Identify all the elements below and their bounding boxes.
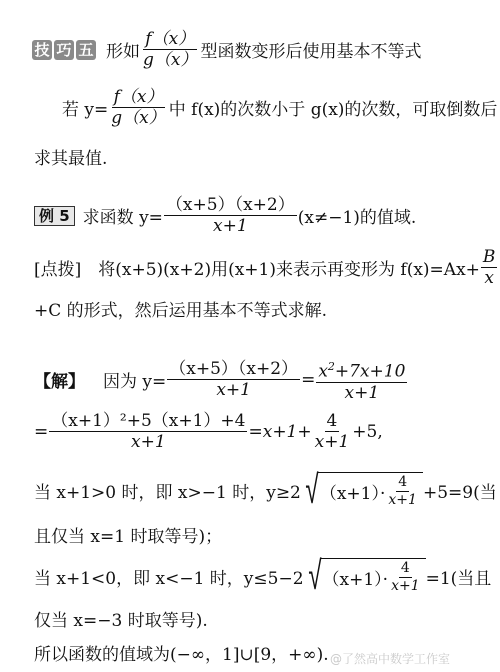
- sqrt-2-text: （x+1）·: [322, 570, 389, 590]
- hint-text-1: [点拨] 将(x+5)(x+2)用(x+1)来表示再变形为 f(x)=Ax+: [34, 260, 480, 280]
- sqrt-expression-1: [301, 467, 423, 513]
- solution-fraction-3: [49, 412, 247, 451]
- badge-char-3: 五: [76, 40, 96, 60]
- sqrt-2-frac-num: 4: [400, 560, 410, 576]
- solution-fraction-2: [316, 358, 407, 402]
- solution-equals-1: =: [301, 369, 316, 390]
- solution-line-6: 仅当 x=−3 时取等号).: [34, 611, 208, 631]
- solution-label: 【解】: [34, 372, 85, 393]
- radical-sign-1: √: [305, 467, 319, 513]
- header-title: [106, 30, 421, 69]
- badge-char-2: 巧: [54, 40, 74, 60]
- sqrt-2-frac-den: x+1: [391, 578, 420, 594]
- solution-fraction-4: [313, 412, 352, 451]
- solution-text-7: =1(当且: [425, 568, 492, 589]
- intro-line-2: 求其最值.: [34, 149, 108, 169]
- solution-text-1: 因为 y=: [103, 372, 167, 393]
- hint-line-2: +C 的形式，然后运用基本不等式求解.: [34, 301, 328, 321]
- frac-2-num-b: +7x+10: [334, 361, 406, 382]
- technique-badge: [32, 40, 96, 60]
- solution-frac-4-den: x+1: [314, 432, 350, 452]
- intro-fraction: [109, 88, 167, 127]
- sqrt-body-2: [320, 558, 426, 594]
- hint-line-1: [34, 248, 498, 287]
- example-badge: 例 5: [34, 206, 75, 226]
- solution-frac-2-den: x+1: [344, 382, 380, 403]
- example-fraction: [164, 196, 297, 235]
- radical-sign-2: √: [307, 553, 322, 599]
- intro-text-2: 中 f(x)的次数小于 g(x)的次数，可取倒数后: [168, 100, 498, 120]
- solution-line-1: [34, 358, 408, 402]
- hint-frac-num: B: [482, 247, 496, 267]
- solution-text-3: +5,: [352, 421, 383, 442]
- frac-2-num-sup: 2: [327, 360, 335, 373]
- solution-frac-1-num: （x+5）（x+2）: [169, 359, 299, 380]
- badge-char-1: 技: [32, 40, 52, 60]
- solution-frac-3-den: x+1: [131, 432, 166, 452]
- sqrt-1-frac-den: x+1: [388, 492, 417, 508]
- sqrt-body-1: [317, 472, 423, 508]
- solution-line-3: [34, 467, 497, 513]
- hint-frac-den: x: [484, 268, 494, 288]
- frac-2-num-a: x: [318, 361, 328, 382]
- header-fraction: [141, 30, 199, 69]
- sqrt-expression-2: [304, 553, 426, 599]
- intro-text-1: 若 y=: [62, 100, 109, 120]
- hint-fraction: [481, 248, 498, 287]
- example-frac-den: x+1: [213, 216, 248, 236]
- solution-fraction-1: [167, 360, 300, 399]
- sqrt-2-fraction: [389, 561, 422, 594]
- intro-frac-num: f（x）: [113, 87, 164, 107]
- example-frac-num: （x+5）（x+2）: [165, 195, 295, 215]
- sqrt-1-text: （x+1）·: [319, 484, 386, 504]
- watermark: @了然高中数学工作室: [330, 652, 451, 666]
- sqrt-1-fraction: [386, 475, 419, 508]
- solution-frac-4-num: 4: [326, 411, 338, 431]
- solution-text-4: 当 x+1>0 时，即 x>−1 时，y≥2: [34, 482, 301, 503]
- solution-frac-3-num: （x+1）²+5（x+1）+4: [51, 411, 246, 431]
- solution-text-5: +5=9(当: [422, 482, 497, 503]
- solution-line-5: [34, 553, 492, 599]
- section-header: [32, 30, 421, 69]
- example-line: [34, 196, 416, 235]
- solution-line-2: [34, 412, 383, 451]
- header-frac-den: g（x）: [143, 50, 198, 70]
- solution-text-6: 当 x+1<0，即 x<−1 时，y≤5−2: [34, 568, 304, 589]
- intro-line-1: [62, 88, 497, 127]
- solution-frac-2-num: [316, 358, 407, 383]
- example-text-1: 求函数 y=: [82, 208, 163, 228]
- solution-line-7: 所以函数的值域为(−∞，1]∪[9，+∞).: [34, 645, 329, 665]
- solution-line-4: 且仅当 x=1 时取等号)；: [34, 527, 223, 547]
- sqrt-1-frac-num: 4: [398, 474, 408, 490]
- solution-text-2: =x+1+: [248, 421, 312, 442]
- solution-frac-1-den: x+1: [216, 380, 251, 401]
- example-text-2: (x≠−1)的值域.: [297, 208, 417, 228]
- header-suffix: 型函数变形后使用基本不等式: [200, 42, 422, 62]
- intro-frac-den: g（x）: [111, 108, 166, 128]
- header-frac-num: f（x）: [145, 29, 196, 49]
- solution-equals-2: =: [34, 421, 49, 442]
- header-prefix: 形如: [106, 42, 140, 62]
